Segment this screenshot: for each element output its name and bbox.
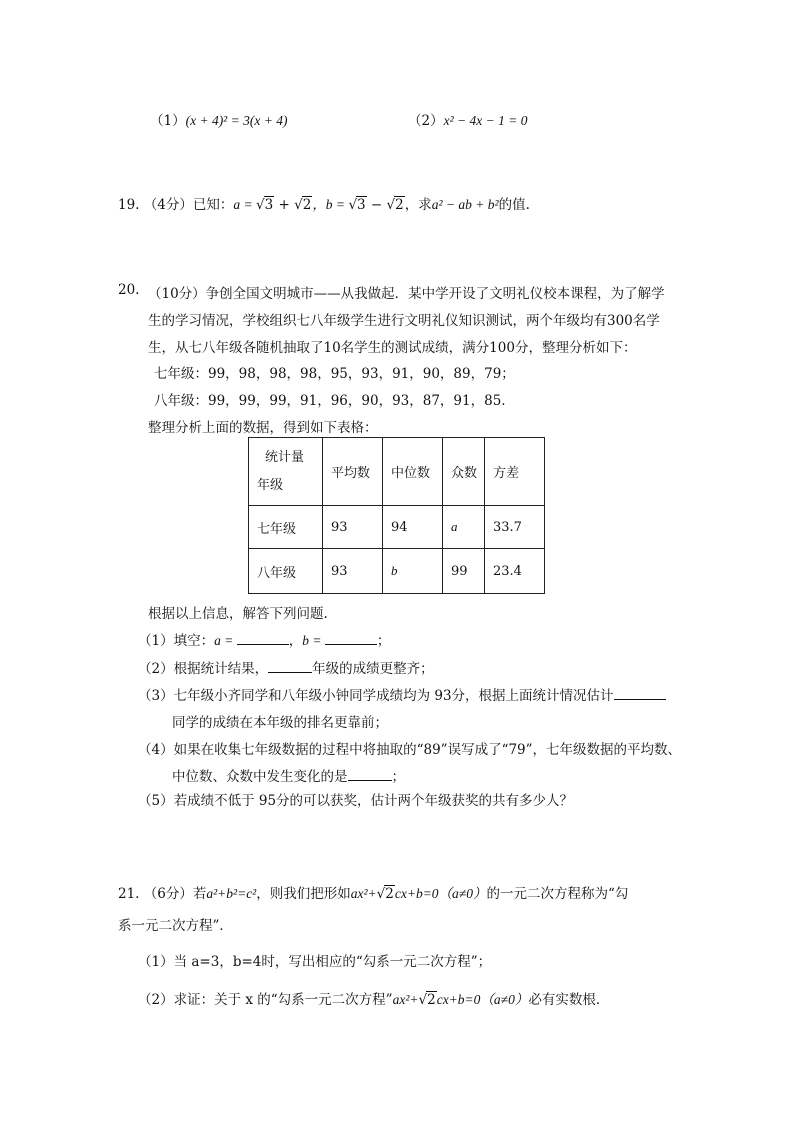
sqrt3-b: √3 — [348, 197, 366, 213]
q20-sub5: （5）若成绩不低于 95分的可以获奖，估计两个年级获奖的共有多少人？ — [138, 793, 574, 809]
q18-part1-number: （1） — [150, 113, 186, 129]
row-mean: 93 — [323, 506, 383, 549]
q20-sub3: （3）七年级小齐同学和八年级小钟同学成绩均为 93分，根据上面统计情况估计 — [138, 684, 666, 704]
answer-blank-student[interactable] — [614, 687, 666, 700]
question-19: 19. （4分）已知：a = √3 + √2，b = √3 − √2，求a² − ab + b²的值. — [118, 197, 530, 213]
q19-a-label: a = — [233, 197, 256, 212]
q20-sub2: （2）根据统计结果， 年级的成绩更整齐； — [138, 661, 434, 677]
sqrt2-a: √2 — [294, 197, 312, 213]
q21-sub2: （2）求证：关于 x 的“勾系一元二次方程”ax²+√2cx+b=0（a≠0）必有实数根． — [138, 992, 610, 1008]
row-variance: 33.7 — [485, 506, 545, 549]
header-median: 中位数 — [383, 438, 443, 506]
question-21: 21. （6分）若a²+b²=c²，则我们把形如ax²+√2cx+b=0（a≠0）的一元二次方程称为“勾 — [118, 886, 629, 902]
row-variance: 23.4 — [485, 549, 545, 594]
q18-part2-number: （2） — [408, 113, 444, 129]
grade8-data: 八年级：99，99，99，91，96，90，93，87，91，85. — [154, 393, 506, 409]
row-median: 94 — [383, 506, 443, 549]
statistics-table — [248, 437, 545, 594]
q18-part2-equation: x² − 4x − 1 = 0 — [443, 113, 528, 128]
q21-sub1: （1）当 a=3，b=4时，写出相应的“勾系一元二次方程”； — [138, 954, 492, 970]
q21-line2: 系一元二次方程”． — [118, 918, 233, 934]
q21-number: 21. — [118, 886, 140, 902]
table-row — [249, 506, 545, 549]
row-mean: 93 — [323, 549, 383, 594]
q20-line2: 生的学习情况，学校组织七八年级学生进行文明礼仪知识测试，两个年级均有300名学 — [148, 313, 660, 329]
q20-sub4: （4）如果在收集七年级数据的过程中将抽取的“89”误写成了“79”，七年级数据的平均数、 — [138, 742, 682, 758]
sqrt3-a: √3 — [256, 197, 274, 213]
q19-expression: a² − ab + b² — [431, 197, 499, 212]
q20-line3: 生，从七八年级各随机抽取了10名学生的测试成绩，满分100分，整理分析如下： — [148, 340, 637, 356]
q19-number: 19. — [118, 197, 140, 213]
row-mode: 99 — [443, 549, 485, 594]
q20-number: 20. — [118, 282, 140, 298]
q18-part1-equation: (x + 4)² = 3(x + 4) — [185, 113, 288, 128]
sqrt2-eq: √2 — [376, 886, 394, 902]
sqrt2-b: √2 — [386, 197, 404, 213]
grade7-data: 七年级：99，98，98，98，95，93，91，90，89，79； — [154, 366, 515, 382]
answer-blank-a[interactable] — [237, 632, 289, 645]
q18-part1 — [150, 109, 287, 129]
table-row — [249, 549, 545, 594]
sqrt2-eq2: √2 — [418, 992, 436, 1008]
q20-line1: （10分）争创全国文明城市——从我做起．某中学开设了文明礼仪校本课程，为了解学 — [148, 286, 665, 302]
header-mean: 平均数 — [323, 438, 383, 506]
answer-blank-grade[interactable] — [268, 660, 312, 673]
row-grade: 八年级 — [249, 549, 323, 594]
q19-b-label: ，b = — [312, 197, 349, 212]
q19-points: （4分）已知： — [143, 197, 234, 213]
header-mode: 众数 — [443, 438, 485, 506]
q21-condition: a²+b²=c² — [206, 886, 257, 901]
row-grade: 七年级 — [249, 506, 323, 549]
table-corner-cell: 统计量 年级 — [249, 438, 323, 506]
q18-part2 — [408, 109, 527, 129]
row-median: b — [383, 549, 443, 594]
table-intro: 整理分析上面的数据，得到如下表格： — [148, 420, 378, 436]
answer-blank-changed[interactable] — [348, 768, 392, 781]
header-variance: 方差 — [485, 438, 545, 506]
q20-sub1: （1）填空：a = ，b = ； — [138, 633, 391, 649]
q20-sub4-line2: 中位数、众数中发生变化的是 ； — [172, 769, 405, 785]
answer-blank-b[interactable] — [325, 632, 377, 645]
q20-sub3-line2: 同学的成绩在本年级的排名更靠前； — [172, 715, 388, 731]
row-mode: a — [443, 506, 485, 549]
table-header-row — [249, 438, 545, 506]
after-table-text: 根据以上信息，解答下列问题. — [148, 606, 328, 622]
